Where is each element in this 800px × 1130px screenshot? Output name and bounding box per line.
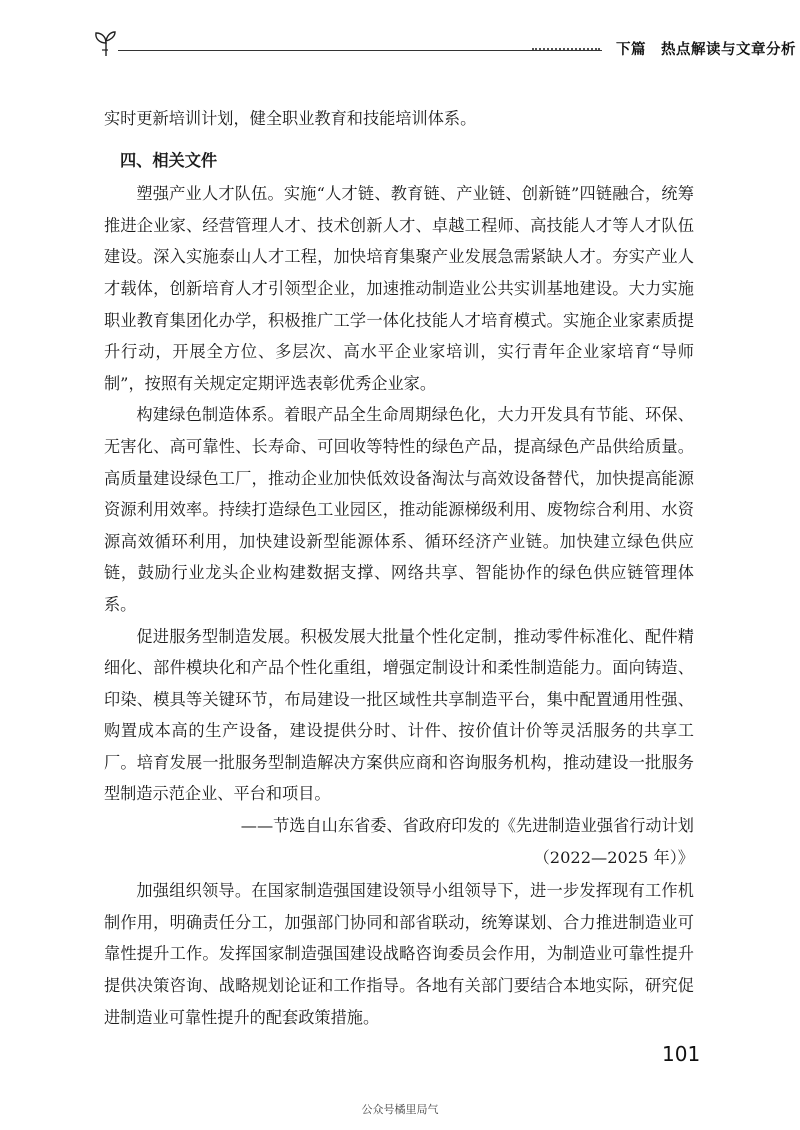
- page-header: [92, 28, 796, 68]
- source-citation: ——节选自山东省委、省政府印发的《先进制造业强省行动计划: [240, 816, 694, 836]
- section-title: 下篇 热点解读与文章分析: [616, 42, 796, 58]
- watermark-text: 公众号橘里局气: [361, 1103, 439, 1116]
- sprout-icon: [92, 28, 120, 62]
- paragraph-organization: 加强组织领导。在国家制造强国建设领导小组领导下，进一步发挥现有工作机制作用，明确责任分工，加强部门协同和部省联动，统筹谋划、合力推进制造业可靠性提升工作。发挥国家制造强国建设战略咨询委员会作用，为制造业可靠性提升提供决策咨询、战略规划论证和工作指导。各地有关部门要结合本地实际，研究促进制造业可靠性提升的配套政策措施。: [104, 881, 694, 1027]
- intro-line: 实时更新培训计划，健全职业教育和技能培训体系。: [104, 109, 477, 128]
- page-number: 101: [662, 1042, 701, 1066]
- header-rule: [118, 50, 602, 51]
- header-dotted-rule: [532, 48, 600, 54]
- paragraph-green-manufacturing: 构建绿色制造体系。着眼产品全生命周期绿色化，大力开发具有节能、环保、无害化、高可靠性、长寿命、可回收等特性的绿色产品，提高绿色产品供给质量。高质量建设绿色工厂，推动企业加快低效设备淘汰与高效设备替代，加快提高能源资源利用效率。持续打造绿色工业园区，推动能源梯级利用、废物综合利用、水资源高效循环利用，加快建设新型能源体系、循环经济产业链。加快建立绿色供应链，鼓励行业龙头企业构建数据支撑、网络共享、智能协作的绿色供应链管理体系。: [104, 405, 694, 614]
- source-citation-year: （2022—2025 年）》: [533, 847, 694, 867]
- page-body: [104, 103, 694, 1033]
- paragraph-service-manufacturing: 促进服务型制造发展。积极发展大批量个性化定制，推动零件标准化、配件精细化、部件模块化和产品个性化重组，增强定制设计和柔性制造能力。面向铸造、印染、模具等关键环节，布局建设一批区域性共享制造平台，集中配置通用性强、购置成本高的生产设备，建设提供分时、计件、按价值计价等灵活服务的共享工厂。培育发展一批服务型制造解决方案供应商和咨询服务机构，推动建设一批服务型制造示范企业、平台和项目。: [104, 626, 694, 804]
- section-heading: 四、相关文件: [120, 150, 218, 170]
- paragraph-talent: 塑强产业人才队伍。实施“人才链、教育链、产业链、创新链”四链融合，统筹推进企业家、经营管理人才、技术创新人才、卓越工程师、高技能人才等人才队伍建设。深入实施泰山人才工程，加快培育集聚产业发展急需紧缺人才。夯实产业人才载体，创新培育人才引领型企业，加速推动制造业公共实训基地建设。大力实施职业教育集团化办学，积极推广工学一体化技能人才培育模式。实施企业家素质提升行动，开展全方位、多层次、高水平企业家培训，实行青年企业家培育“导师制”，按照有关规定定期评选表彰优秀企业家。: [104, 184, 694, 393]
